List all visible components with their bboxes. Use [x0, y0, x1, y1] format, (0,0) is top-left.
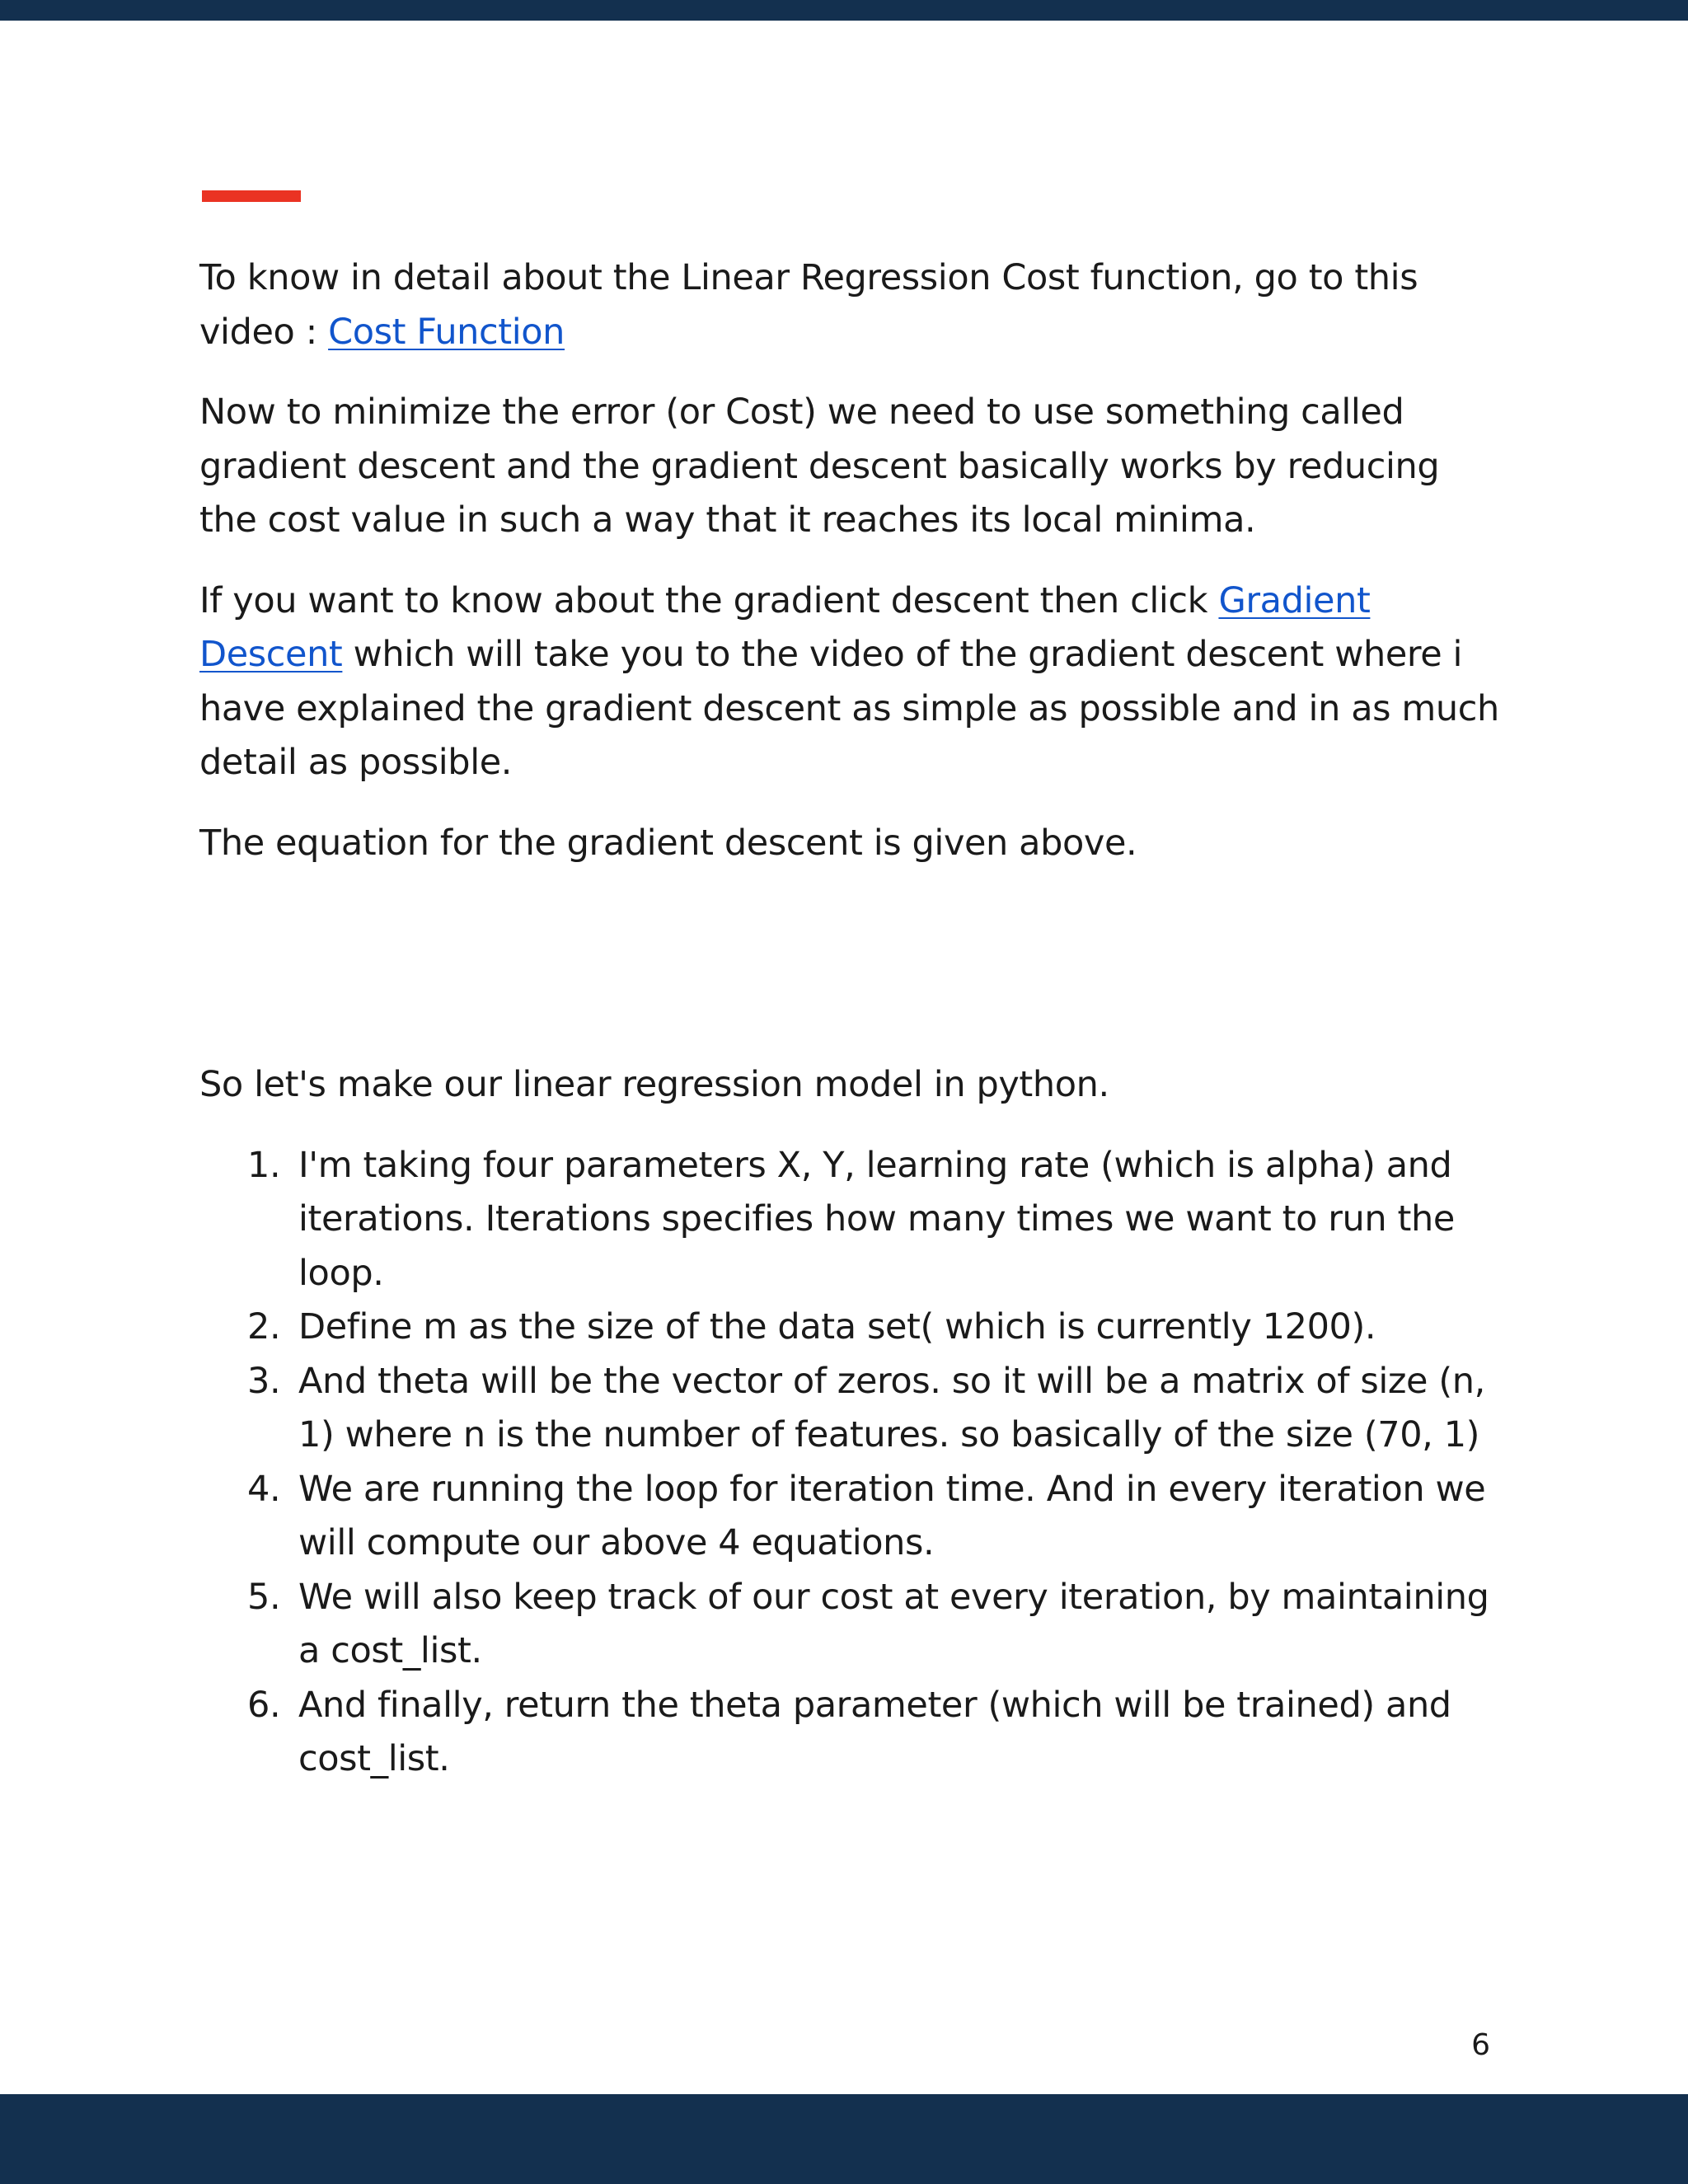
top-header-bar — [0, 0, 1688, 21]
gradient-descent-link[interactable]: Gradient Descent — [199, 579, 1371, 675]
paragraph-text-before: If you want to know about the gradient descent then click — [199, 579, 1219, 621]
list-item — [199, 1301, 1502, 1355]
list-number: 4. — [247, 1468, 281, 1510]
list-item — [199, 1463, 1502, 1571]
page-number: 6 — [1471, 2028, 1490, 2062]
python-intro-paragraph: So let's make our linear regression model in python. — [199, 1064, 1109, 1105]
list-item-text: And finally, return the theta parameter (which will be trained) and cost_list. — [298, 1684, 1451, 1779]
list-item — [199, 1679, 1502, 1787]
cost-function-paragraph — [199, 251, 1502, 359]
list-item-text: We are running the loop for iteration time. And in every iteration we will compute our above 4 equations. — [298, 1468, 1486, 1563]
cost-function-link[interactable]: Cost Function — [328, 311, 565, 353]
list-item-text: And theta will be the vector of zeros. so it will be a matrix of size (n, 1) where n is the number of features. so basically of the size (70, 1) — [298, 1360, 1485, 1455]
list-number: 6. — [247, 1684, 281, 1726]
list-number: 3. — [247, 1360, 281, 1402]
page-content — [199, 251, 1502, 1787]
list-item — [199, 1571, 1502, 1679]
gradient-descent-paragraph — [199, 574, 1502, 790]
list-item — [199, 1139, 1502, 1301]
accent-dash — [202, 190, 301, 202]
list-item-text: We will also keep track of our cost at every iteration, by maintaining a cost_list. — [298, 1576, 1489, 1671]
equation-paragraph: The equation for the gradient descent is given above. — [199, 822, 1137, 864]
minimize-error-paragraph: Now to minimize the error (or Cost) we need to use something called gradient descent and the gradient descent basically works by reducing the cost value in such a way that it reaches its local minima. — [199, 391, 1440, 541]
list-number: 1. — [247, 1144, 281, 1186]
bottom-footer-bar — [0, 2094, 1688, 2184]
list-number: 5. — [247, 1576, 281, 1618]
list-item — [199, 1355, 1502, 1463]
list-number: 2. — [247, 1306, 281, 1347]
paragraph-text: To know in detail about the Linear Regression Cost function, go to this video : — [199, 257, 1418, 353]
steps-list — [199, 1139, 1502, 1787]
list-item-text: I'm taking four parameters X, Y, learning rate (which is alpha) and iterations. Iterations specifies how many times we want to run the loop. — [298, 1144, 1455, 1294]
list-item-text: Define m as the size of the data set( which is currently 1200). — [298, 1306, 1376, 1347]
paragraph-text-after: which will take you to the video of the gradient descent where i have explained the gradient descent as simple as possible and in as much detail as possible. — [199, 634, 1499, 783]
